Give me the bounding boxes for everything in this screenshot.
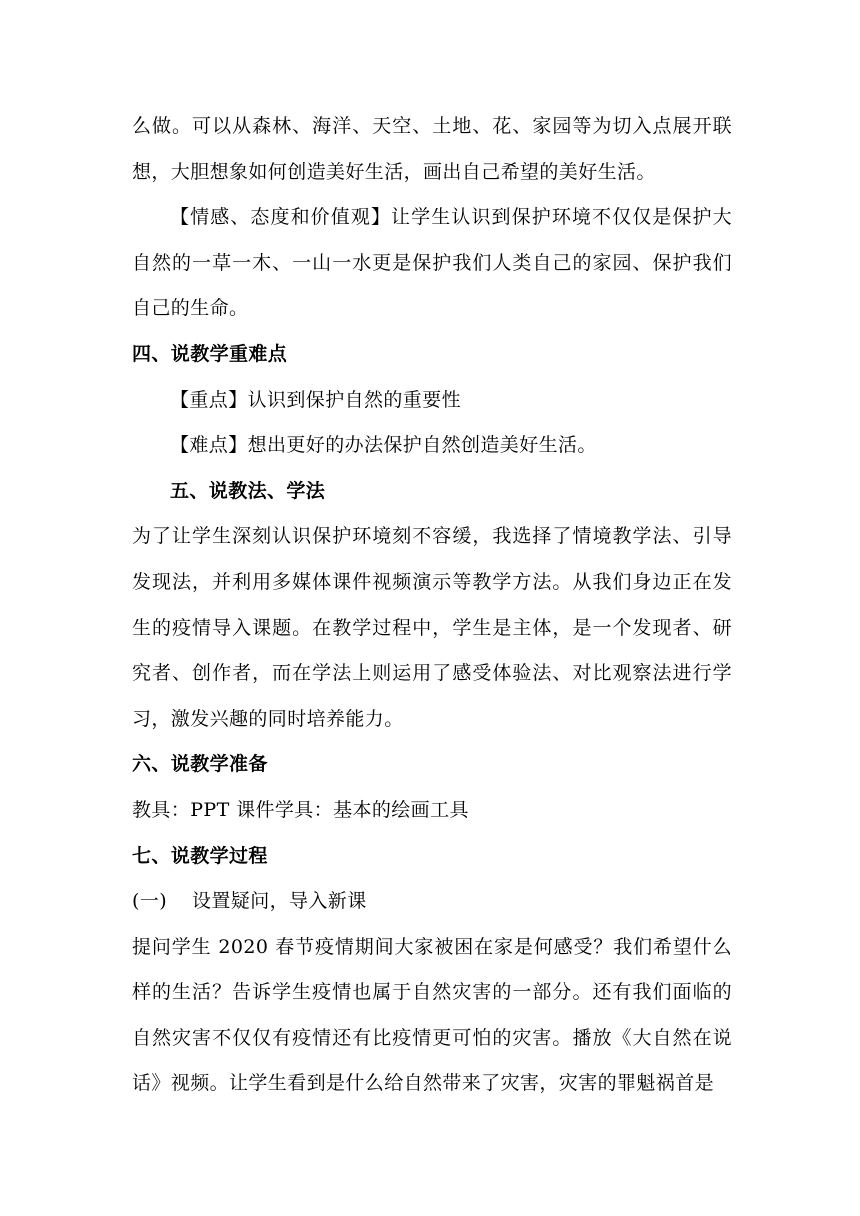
paragraph-key-point: 【重点】认识到保护自然的重要性	[170, 388, 462, 411]
paragraph-introduction: 提问学生 2020 春节疫情期间大家被困在家是何感受？我们希望什么样的生活？告诉学生疫情也属于自然灾害的一部分。还有我们面临的自然灾害不仅仅有疫情还有比疫情更可怕的灾害。播放《大自然在说话》视频。让学生看到是什么给自然带来了灾害，灾害的罪魁祸首是	[132, 935, 732, 1095]
paragraph-emotion-values: 【情感、态度和价值观】让学生认识到保护环境不仅仅是保护大自然的一草一木、一山一水更是保护我们人类自己的家园、保护我们自己的生命。	[132, 206, 732, 320]
document-page	[132, 104, 732, 1107]
paragraph-teaching-tools: 教具：PPT 课件学具：基本的绘画工具	[132, 798, 469, 821]
subheading-introduction	[132, 879, 732, 925]
heading-key-difficult-points: 四、说教学重难点	[132, 342, 288, 365]
subheading-number: (一)	[132, 890, 168, 913]
heading-teaching-preparation: 六、说教学准备	[132, 753, 268, 776]
paragraph-teaching-methods: 为了让学生深刻认识保护环境刻不容缓，我选择了情境教学法、引导发现法，并利用多媒体课件视频演示等教学方法。从我们身边正在发生的疫情导入课题。在教学过程中，学生是主体，是一个发现者、研究者、创作者，而在学法上则运用了感受体验法、对比观察法进行学习，激发兴趣的同时培养能力。	[132, 525, 732, 730]
paragraph-difficult-point: 【难点】想出更好的办法保护自然创造美好生活。	[170, 434, 597, 457]
heading-teaching-process: 七、说教学过程	[132, 844, 268, 867]
subheading-text: 设置疑问，导入新课	[192, 890, 367, 913]
paragraph-creative-imagination: 么做。可以从森林、海洋、天空、土地、花、家园等为切入点展开联想，大胆想象如何创造美好生活，画出自己希望的美好生活。	[132, 115, 732, 183]
heading-teaching-methods: 五、说教法、学法	[170, 479, 326, 502]
